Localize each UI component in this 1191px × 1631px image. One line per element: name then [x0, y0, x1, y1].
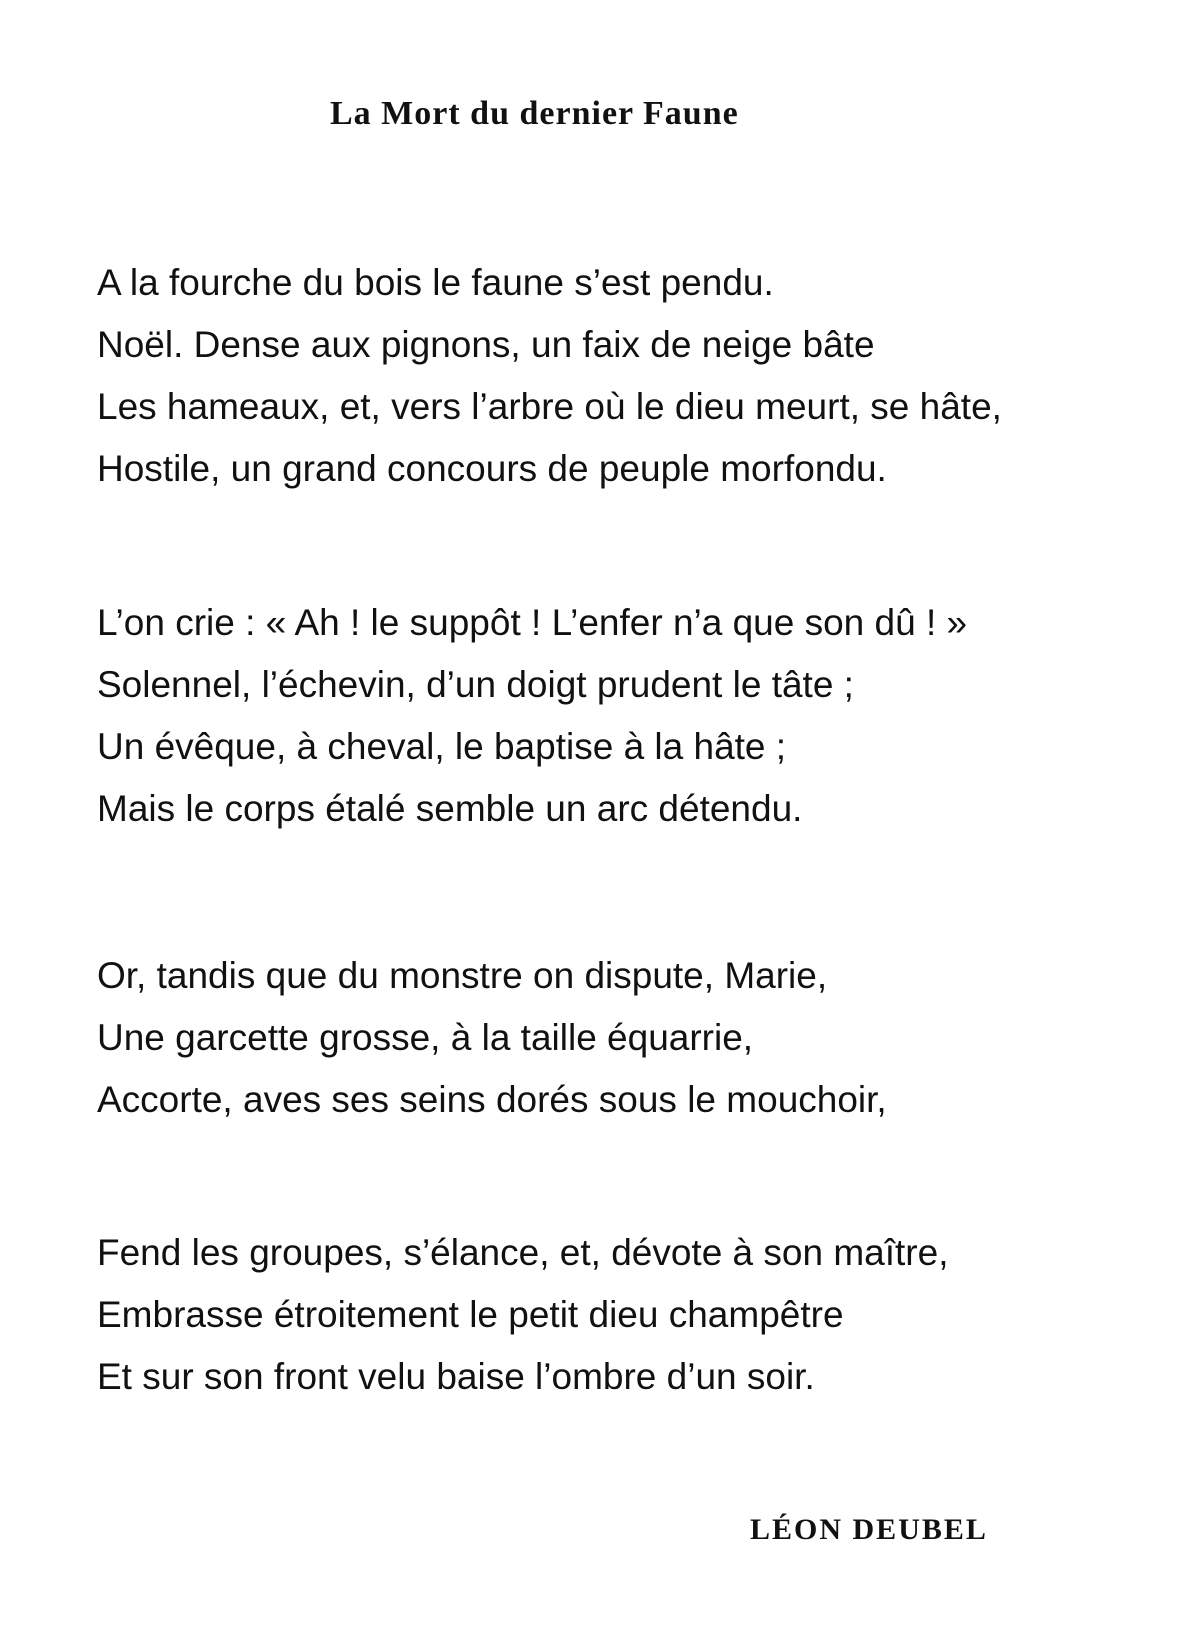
poem-line: L’on crie : « Ah ! le suppôt ! L’enfer n’a que son dû ! » — [97, 602, 968, 643]
poem-line: Un évêque, à cheval, le baptise à la hâte ; — [97, 726, 787, 767]
poem-line: Fend les groupes, s’élance, et, dévote à son maître, — [97, 1232, 949, 1273]
stanza-3 — [97, 945, 1157, 1131]
poem-line: Et sur son front velu baise l’ombre d’un soir. — [97, 1356, 815, 1397]
poem-line: Embrasse étroitement le petit dieu champêtre — [97, 1294, 844, 1335]
poem-title: La Mort du dernier Faune — [330, 95, 739, 132]
poem-line: Accorte, aves ses seins dorés sous le mouchoir, — [97, 1079, 887, 1120]
stanza-1 — [97, 252, 1157, 500]
poem-line: Hostile, un grand concours de peuple morfondu. — [97, 448, 887, 489]
stanza-4 — [97, 1222, 1157, 1408]
poem-line: A la fourche du bois le faune s’est pendu. — [97, 262, 774, 303]
poem-line: Or, tandis que du monstre on dispute, Marie, — [97, 955, 828, 996]
poem-line: Les hameaux, et, vers l’arbre où le dieu meurt, se hâte, — [97, 386, 1002, 427]
poem-line: Mais le corps étalé semble un arc détendu. — [97, 788, 803, 829]
poem-line: Noël. Dense aux pignons, un faix de neige bâte — [97, 324, 875, 365]
poem-line: Solennel, l’échevin, d’un doigt prudent le tâte ; — [97, 664, 854, 705]
author-signature: LÉON DEUBEL — [750, 1513, 988, 1546]
poem-line: Une garcette grosse, à la taille équarrie, — [97, 1017, 754, 1058]
stanza-2 — [97, 592, 1157, 840]
